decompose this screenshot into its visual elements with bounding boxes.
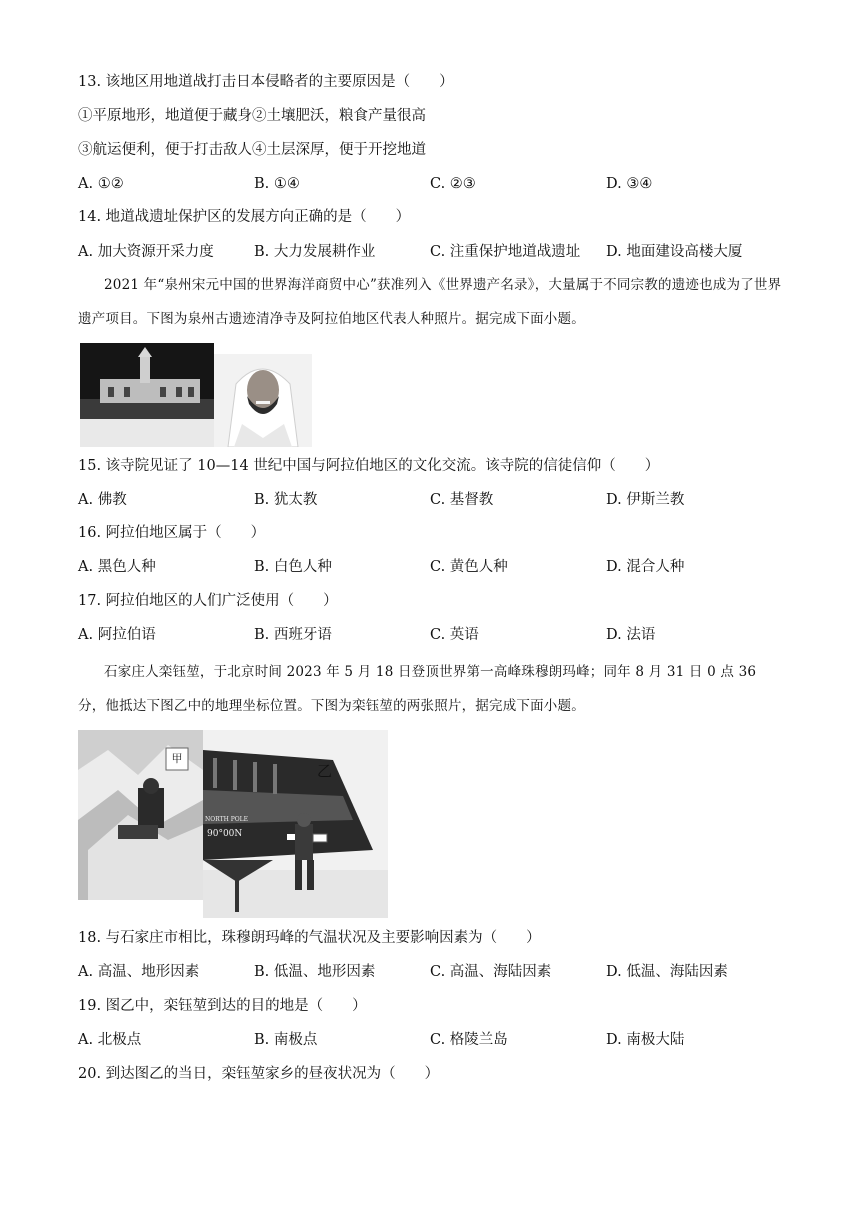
option-c[interactable]: C. 格陵兰岛 bbox=[430, 1032, 508, 1048]
question-16-stem: 16. 阿拉伯地区属于（ ） bbox=[78, 525, 266, 541]
option-c[interactable]: C. 基督教 bbox=[430, 492, 494, 508]
option-d[interactable]: D. 低温、海陆因素 bbox=[606, 964, 728, 980]
photo-jia-label: 甲 bbox=[171, 752, 183, 765]
option-d[interactable]: D. 地面建设高楼大厦 bbox=[606, 244, 743, 260]
question-14-stem: 14. 地道战遗址保护区的发展方向正确的是（ ） bbox=[78, 209, 411, 225]
north-pole-latitude: 90°00N bbox=[207, 829, 243, 839]
north-pole-sign-text: NORTH POLE bbox=[205, 816, 249, 823]
option-b[interactable]: B. 南极点 bbox=[254, 1032, 318, 1048]
question-15-stem: 15. 该寺院见证了 10—14 世纪中国与阿拉伯地区的文化交流。该寺院的信徒信仰（ ） bbox=[78, 458, 660, 474]
question-13-statement-1: ①平原地形，地道便于藏身②土壤肥沃，粮食产量很高 bbox=[78, 108, 426, 124]
question-20-stem: 20. 到达图乙的当日，栾钰堃家乡的昼夜状况为（ ） bbox=[78, 1066, 440, 1082]
passage-luan-yukun: 石家庄人栾钰堃，于北京时间 2023 年 5 月 18 日登顶世界第一高峰珠穆朗玛峰；同年 8 月 31 日 0 点 36 分，他抵达下图乙中的地理坐标位置。下图为栾钰堃的两张照片，据完成下面小题。 bbox=[78, 664, 757, 714]
photo-yi-label: 乙 bbox=[317, 762, 333, 780]
question-16-options bbox=[78, 557, 778, 577]
question-15-options bbox=[78, 490, 778, 510]
option-a[interactable]: A. 黑色人种 bbox=[78, 559, 156, 575]
option-b[interactable]: B. 犹太教 bbox=[254, 492, 318, 508]
option-d[interactable]: D. 伊斯兰教 bbox=[606, 492, 685, 508]
option-b[interactable]: B. 白色人种 bbox=[254, 559, 332, 575]
option-b[interactable]: B. ①④ bbox=[254, 176, 300, 192]
option-a[interactable]: A. 佛教 bbox=[78, 492, 127, 508]
option-d[interactable]: D. 南极大陆 bbox=[606, 1032, 685, 1048]
question-13-options bbox=[78, 174, 778, 194]
option-a[interactable]: A. 加大资源开采力度 bbox=[78, 244, 214, 260]
option-a[interactable]: A. 高温、地形因素 bbox=[78, 964, 200, 980]
question-17-options bbox=[78, 625, 778, 645]
option-b[interactable]: B. 西班牙语 bbox=[254, 627, 332, 643]
option-c[interactable]: C. 黄色人种 bbox=[430, 559, 508, 575]
option-d[interactable]: D. ③④ bbox=[606, 176, 653, 192]
question-13-stem: 13. 该地区用地道战打击日本侵略者的主要原因是（ ） bbox=[78, 74, 454, 90]
question-14-options bbox=[78, 242, 778, 262]
passage-quanzhou: 2021 年“泉州宋元中国的世界海洋商贸中心”获准列入《世界遗产名录》，大量属于不同宗教的遗迹也成为了世界遗产项目。下图为泉州古遗迹清净寺及阿拉伯地区代表人种照片。据完成下面小题。 bbox=[78, 277, 782, 327]
question-17-stem: 17. 阿拉伯地区的人们广泛使用（ ） bbox=[78, 593, 338, 609]
option-a[interactable]: A. 阿拉伯语 bbox=[78, 627, 156, 643]
option-a[interactable]: A. 北极点 bbox=[78, 1032, 142, 1048]
mosque-photo-margin bbox=[80, 419, 214, 447]
question-19-stem: 19. 图乙中，栾钰堃到达的目的地是（ ） bbox=[78, 998, 367, 1014]
option-d[interactable]: D. 法语 bbox=[606, 627, 656, 643]
question-18-options bbox=[78, 962, 778, 982]
option-d[interactable]: D. 混合人种 bbox=[606, 559, 685, 575]
option-b[interactable]: B. 低温、地形因素 bbox=[254, 964, 376, 980]
question-13-statement-2: ③航运便利，便于打击敌人④土层深厚，便于开挖地道 bbox=[78, 142, 426, 158]
photo-yi-north-pole bbox=[203, 730, 388, 918]
option-b[interactable]: B. 大力发展耕作业 bbox=[254, 244, 376, 260]
option-c[interactable]: C. 注重保护地道战遗址 bbox=[430, 244, 581, 260]
mosque-photo bbox=[80, 343, 214, 419]
question-19-options bbox=[78, 1030, 778, 1050]
photo-jia-everest bbox=[78, 730, 203, 900]
option-c[interactable]: C. 英语 bbox=[430, 627, 479, 643]
question-18-stem: 18. 与石家庄市相比，珠穆朗玛峰的气温状况及主要影响因素为（ ） bbox=[78, 930, 541, 946]
option-a[interactable]: A. ①② bbox=[78, 176, 124, 192]
arab-man-photo bbox=[214, 354, 312, 447]
option-c[interactable]: C. 高温、海陆因素 bbox=[430, 964, 552, 980]
option-c[interactable]: C. ②③ bbox=[430, 176, 476, 192]
